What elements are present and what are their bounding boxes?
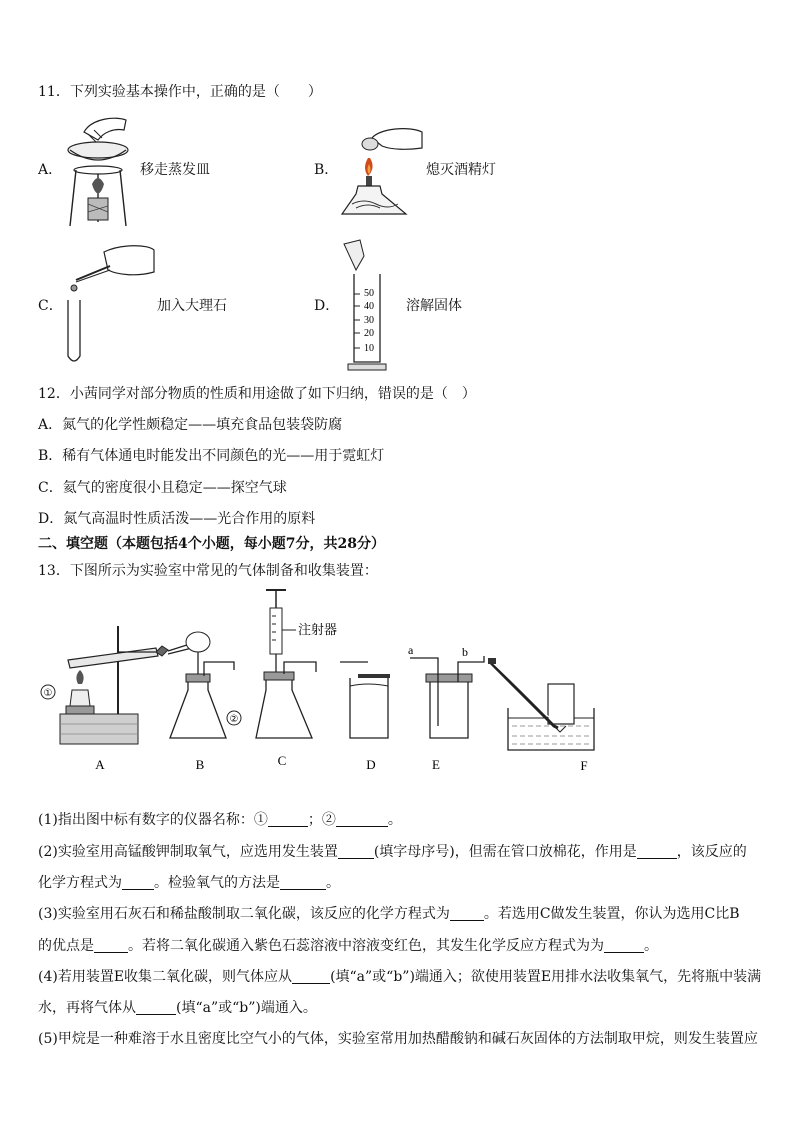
q12-stem: 12．小茜同学对部分物质的性质和用途做了如下归纳，错误的是（ ）: [38, 386, 476, 402]
q13-part-4-text-a: (4)若用装置E收集二氧化碳，则气体应从: [38, 969, 293, 985]
q13-part-4-line-2: [38, 999, 317, 1017]
cylinder-mark-30: 30: [364, 315, 374, 326]
marble-test-tube-illustration: [64, 244, 156, 366]
apparatus-label-d: D: [366, 757, 376, 772]
q11-option-c-caption: 加入大理石: [157, 298, 227, 314]
cylinder-mark-10: 10: [364, 343, 374, 354]
q12-option-c: C．氦气的密度很小且稳定——探空气球: [38, 480, 287, 496]
q13-part-1-blank-1[interactable]: [268, 812, 308, 827]
port-a-label: a: [408, 643, 414, 657]
q11-option-a-letter: A．: [38, 162, 63, 178]
q11-option-b-letter: B．: [314, 162, 339, 178]
section-two-title: 二、填空题（本题包括4个小题，每小题7分，共28分）: [38, 536, 385, 552]
q13-part-4-blank-2[interactable]: [136, 1000, 176, 1015]
apparatus-a: [41, 626, 192, 744]
q11-option-d-caption: 溶解固体: [406, 298, 462, 314]
q13-part-3-text-c: 的优点是: [38, 938, 94, 954]
q11-option-c-letter: C．: [38, 298, 63, 314]
apparatus-label-b: B: [195, 757, 205, 772]
q13-part-5-line-1: (5)甲烷是一种难溶于水且密度比空气小的气体，实验室常用加热醋酸钠和碱石灰固体的方法制取甲烷，则发生装置应: [38, 1031, 758, 1047]
q13-part-1-text-c: 。: [387, 812, 402, 828]
gas-apparatus-figure: [38, 586, 638, 776]
apparatus-d: [340, 662, 390, 738]
q13-part-2-text-b: (填字母序号)，但需在管口放棉花，作用是: [373, 844, 637, 860]
q13-part-3-blank-3[interactable]: [604, 938, 644, 953]
q13-part-1: [38, 811, 402, 829]
q13-part-3-text-e: 。: [644, 938, 658, 954]
q13-part-1-text-b: ；②: [307, 812, 336, 828]
q13-stem: 13．下图所示为实验室中常见的气体制备和收集装置：: [38, 563, 378, 579]
apparatus-c: [256, 590, 316, 738]
q12-option-d: D．氮气高温时性质活泼——光合作用的原料: [38, 511, 316, 527]
marker-1: ①: [43, 688, 53, 699]
q13-part-4-blank-1[interactable]: [292, 969, 330, 984]
q13-part-2-blank-4[interactable]: [280, 875, 326, 890]
q13-part-1-blank-2[interactable]: [336, 812, 388, 827]
q13-part-2-blank-2[interactable]: [637, 844, 677, 859]
apparatus-label-a: A: [95, 757, 105, 772]
q11-stem: 11．下列实验基本操作中，正确的是（ ）: [38, 84, 322, 100]
q13-part-2-text-f: 。: [326, 875, 340, 891]
q13-part-2-text-a: (2)实验室用高锰酸钾制取氧气，应选用发生装置: [38, 844, 338, 860]
q13-part-2-blank-3[interactable]: [122, 875, 154, 890]
q13-part-2-text-c: ，该反应的: [676, 844, 747, 860]
apparatus-label-c: C: [277, 753, 287, 768]
cylinder-mark-40: 40: [364, 301, 374, 312]
q13-part-3-text-a: (3)实验室用石灰石和稀盐酸制取二氧化碳，该反应的化学方程式为: [38, 906, 450, 922]
q11-option-d-letter: D．: [314, 298, 340, 314]
alcohol-lamp-illustration: [336, 124, 426, 224]
syringe-label: 注射器: [298, 623, 338, 638]
cylinder-mark-50: 50: [364, 288, 374, 299]
q13-part-3-text-d: 。若将二氧化碳通入紫色石蕊溶液中溶液变红色，其发生化学反应方程式为为: [128, 938, 604, 954]
q13-part-2-text-d: 化学方程式为: [38, 875, 122, 891]
apparatus-label-e: E: [432, 757, 440, 772]
q13-part-3-line-1: [38, 905, 740, 923]
q12-option-a: A．氮气的化学性颇稳定——填充食品包装袋防腐: [38, 417, 343, 433]
q13-part-2-text-e: 。检验氧气的方法是: [154, 875, 280, 891]
q12-option-b: B．稀有气体通电时能发出不同颜色的光——用于霓虹灯: [38, 448, 385, 464]
q13-part-2-blank-1[interactable]: [338, 844, 374, 859]
apparatus-f: [488, 658, 594, 750]
q13-part-4-line-1: [38, 968, 761, 986]
q13-part-4-text-b: (填“a”或“b”)端通入；欲使用装置E用排水法收集氧气，先将瓶中装满: [330, 969, 762, 985]
q11-option-b-caption: 熄灭酒精灯: [426, 162, 496, 178]
graduated-cylinder-illustration: [344, 240, 400, 372]
q13-part-3-blank-1[interactable]: [450, 906, 484, 921]
q11-option-a-caption: 移走蒸发皿: [140, 162, 210, 178]
q13-part-2-line-2: [38, 874, 340, 892]
apparatus-label-f: F: [580, 758, 588, 773]
q13-part-2-line-1: [38, 843, 747, 861]
cylinder-mark-20: 20: [364, 328, 374, 339]
q13-part-4-text-d: (填“a”或“b”)端通入。: [176, 1000, 317, 1016]
q13-part-3-blank-2[interactable]: [94, 938, 128, 953]
q13-part-1-text-a: (1)指出图中标有数字的仪器名称：①: [38, 812, 268, 828]
marker-2: ②: [229, 714, 239, 725]
q13-part-3-text-b: 。若选用C做发生装置，你认为选用C比B: [483, 906, 740, 922]
port-b-label: b: [462, 645, 468, 659]
apparatus-e: [410, 656, 484, 738]
q13-part-4-text-c: 水，再将气体从: [38, 1000, 136, 1016]
q13-part-3-line-2: [38, 937, 658, 955]
evaporating-dish-illustration: [64, 114, 132, 230]
